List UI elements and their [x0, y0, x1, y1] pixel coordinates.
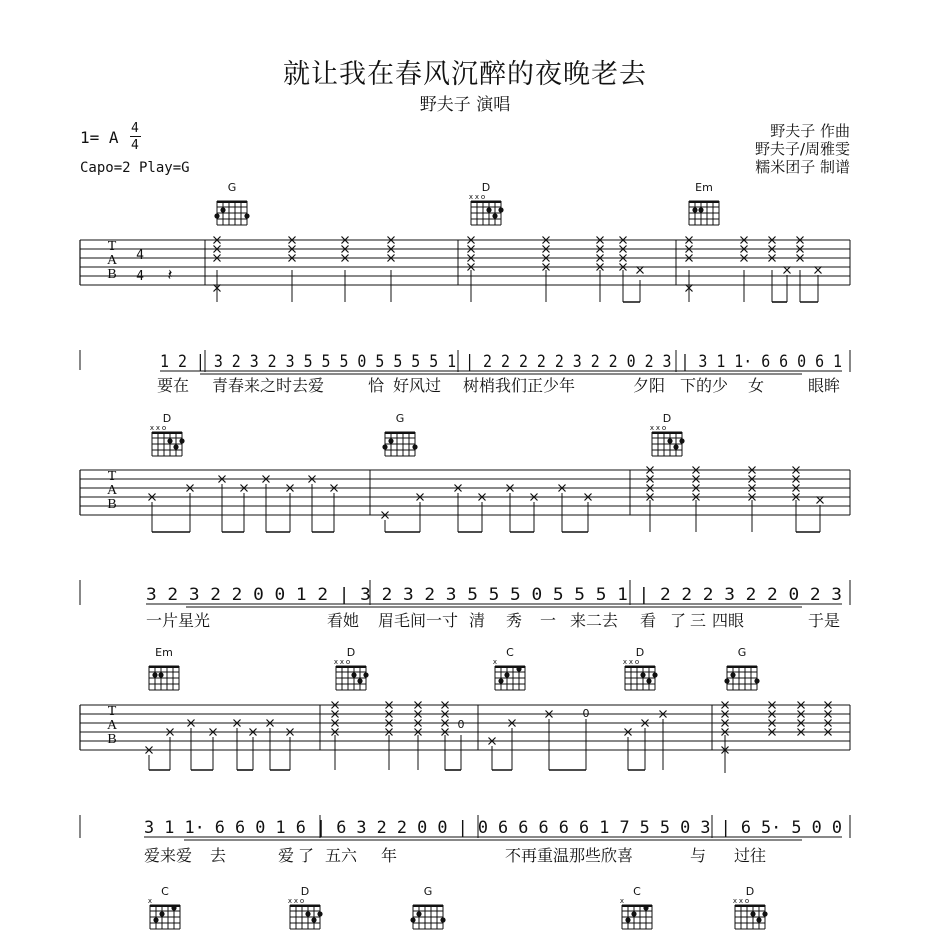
credit-lyricist: 野夫子/周雅雯 [754, 140, 850, 158]
bottom-chord-g [410, 885, 445, 929]
lyric-word: 了 [670, 611, 687, 630]
tab-clef-letter: T [107, 469, 117, 484]
chord-finger-dot [492, 213, 497, 218]
chord-finger-dot [351, 672, 356, 677]
chord-finger-dot [750, 911, 755, 916]
chord-finger-dot [679, 438, 684, 443]
open-mute-marker: o [299, 897, 305, 905]
lyric-word: 好风过 [393, 376, 442, 395]
lyric-word: 了 [298, 846, 315, 865]
lyric-word: 青春来之时去爱 [212, 376, 325, 395]
open-mute-marker: x [628, 658, 634, 666]
open-mute-marker: x [468, 193, 474, 201]
lyric-word: 秀 [506, 611, 523, 630]
chord-diagram-g [214, 181, 249, 225]
lyric-word: 下的少 [680, 376, 729, 395]
chord-name: G [227, 181, 237, 194]
chord-diagram-em [149, 646, 179, 690]
chord-name: D [662, 412, 672, 425]
chord-finger-dot [305, 911, 310, 916]
chord-diagram-d [469, 181, 504, 225]
fret-number: 0 [457, 718, 465, 731]
quarter-rest: 𝄽 [167, 265, 173, 284]
strum-x [815, 267, 822, 274]
chord-finger-dot [692, 207, 697, 212]
chord-name: C [633, 885, 641, 898]
lyric-word: 一 [540, 611, 557, 630]
tab-clef-letter: B [107, 497, 117, 512]
chord-finger-dot [498, 207, 503, 212]
chord-finger-dot [220, 207, 225, 212]
chord-name: G [395, 412, 405, 425]
lyric-word: 过往 [734, 846, 767, 865]
chord-finger-dot [643, 905, 648, 910]
chord-finger-dot [357, 678, 362, 683]
chord-finger-dot [412, 444, 417, 449]
open-mute-marker: o [161, 424, 167, 432]
lyrics-system-3 [144, 846, 766, 865]
bottom-chord-c [620, 885, 652, 929]
chord-finger-dot [382, 444, 387, 449]
open-mute-marker: o [345, 658, 351, 666]
tab-staff-1 [80, 237, 850, 371]
open-mute-marker: x [155, 424, 161, 432]
chord-name: D [300, 885, 310, 898]
tab-staff-2 [80, 467, 850, 533]
lyric-word: 爱 [278, 846, 295, 865]
lyric-word: 年 [381, 846, 398, 865]
chord-finger-dot [673, 444, 678, 449]
numbered-notes: 3 1 1· 6 6 0 1 6 | 6 3 2 2 0 0 | 0 6 6 6 6 6 1 7 5 5 0 3 | 6 5· 5 0 0 [144, 818, 842, 838]
chord-diagram-g [382, 412, 417, 456]
open-mute-marker: x [655, 424, 661, 432]
chord-finger-dot [698, 207, 703, 212]
chord-finger-dot [754, 678, 759, 683]
tab-clef-letter: T [107, 704, 117, 719]
chord-diagram-d [623, 646, 658, 690]
open-mute-marker: x [474, 193, 480, 201]
tab-clef-letter: A [106, 483, 118, 498]
chord-finger-dot [440, 917, 445, 922]
capo-info: Capo=2 Play=G [80, 160, 190, 176]
chord-finger-dot [388, 438, 393, 443]
chord-finger-dot [516, 666, 521, 671]
lyric-word: 不再重温那些欣喜 [505, 846, 634, 865]
open-mute-marker: o [634, 658, 640, 666]
chord-diagram-d [334, 646, 369, 690]
key-signature: 1= A [80, 128, 119, 147]
chord-finger-dot [363, 672, 368, 677]
performer-line: 野夫子 演唱 [419, 95, 511, 115]
tab-clef-letter: B [107, 732, 117, 747]
chord-diagram-em [689, 181, 719, 225]
chord-name: Em [695, 181, 713, 194]
lyric-word: 去 [210, 846, 227, 865]
bottom-chord-c [148, 885, 180, 929]
chord-finger-dot [652, 672, 657, 677]
chord-name: C [506, 646, 514, 659]
strum-x [784, 267, 791, 274]
chord-finger-dot [410, 917, 415, 922]
chord-finger-dot [646, 678, 651, 683]
chord-finger-dot [153, 917, 158, 922]
open-mute-marker: x [649, 424, 655, 432]
lyric-word: 于是 [808, 611, 841, 630]
tab-staff-3 [80, 702, 850, 774]
open-mute-marker: x [492, 658, 498, 666]
lyric-word: 夕阳 [633, 376, 666, 395]
numbered-notes-system-1 [160, 350, 850, 374]
chord-name: C [161, 885, 169, 898]
chord-finger-dot [762, 911, 767, 916]
chord-diagram-d [650, 412, 685, 456]
open-mute-marker: x [333, 658, 339, 666]
chord-diagram-c [493, 646, 525, 690]
chord-finger-dot [640, 672, 645, 677]
chord-name: Em [155, 646, 173, 659]
chord-finger-dot [311, 917, 316, 922]
credit-composer: 野夫子 作曲 [770, 122, 850, 140]
chord-finger-dot [631, 911, 636, 916]
numbered-notes: 1 2 | 3 2 3 2 3 5 5 5 0 5 5 5 5 1 | 2 2 2 2 2 3 2 2 0 2 3 | 3 1 1· 6 6 0 6 1 [160, 352, 842, 372]
chord-name: D [481, 181, 491, 194]
tab-time-bottom: 4 [136, 269, 144, 284]
chord-finger-dot [159, 911, 164, 916]
open-mute-marker: x [293, 897, 299, 905]
lyric-word: 看 [640, 611, 657, 630]
lyric-word: 看她 [327, 611, 360, 630]
chord-name: D [635, 646, 645, 659]
numbered-notes-system-2 [80, 580, 850, 607]
open-mute-marker: x [622, 658, 628, 666]
chord-diagram-g [724, 646, 759, 690]
lyric-word: 恰 [368, 376, 385, 395]
chord-name: G [737, 646, 747, 659]
lyric-word: 要在 [157, 376, 190, 395]
chord-finger-dot [179, 438, 184, 443]
chord-finger-dot [667, 438, 672, 443]
chord-finger-dot [625, 917, 630, 922]
lyric-word: 爱来爱 [144, 846, 193, 865]
lyric-word: 五六 [325, 846, 358, 865]
chord-finger-dot [171, 905, 176, 910]
chord-name: G [423, 885, 433, 898]
tab-clef-letter: T [107, 239, 117, 254]
numbered-notes: 3 2 3 2 2 0 0 1 2 | 3 2 3 2 3 5 5 5 0 5 5 5 1 | 2 2 2 3 2 2 0 2 3 [146, 585, 842, 605]
bottom-chord-d [733, 885, 768, 929]
chord-finger-dot [416, 911, 421, 916]
open-mute-marker: o [480, 193, 486, 201]
chord-name: D [745, 885, 755, 898]
lyric-word: 女 [748, 376, 765, 395]
song-title: 就让我在春风沉醉的夜晚老去 [283, 59, 647, 90]
lyric-word: 眼眸 [808, 376, 841, 395]
lyric-word: 一片星光 [146, 611, 211, 630]
lyrics-system-2 [146, 611, 840, 630]
numbered-notes-system-3 [80, 815, 850, 840]
open-mute-marker: x [287, 897, 293, 905]
tab-clef-letter: A [106, 253, 118, 268]
chord-name: D [346, 646, 356, 659]
chord-finger-dot [504, 672, 509, 677]
lyric-word: 清 [469, 611, 486, 630]
tab-clef-letter: A [106, 718, 118, 733]
chord-finger-dot [730, 672, 735, 677]
bottom-chord-d [288, 885, 323, 929]
time-signature-bottom: 4 [131, 138, 139, 153]
chord-finger-dot [244, 213, 249, 218]
chord-finger-dot [158, 672, 163, 677]
time-signature-top: 4 [131, 121, 139, 136]
chord-name: D [162, 412, 172, 425]
open-mute-marker: o [744, 897, 750, 905]
lyric-word: 与 [690, 846, 707, 865]
lyric-word: 三 [690, 611, 707, 630]
tab-clef-letter: B [107, 267, 117, 282]
open-mute-marker: x [619, 897, 625, 905]
open-mute-marker: o [661, 424, 667, 432]
chord-finger-dot [498, 678, 503, 683]
fret-number: 0 [582, 707, 590, 720]
lyrics-system-1 [157, 376, 841, 395]
chord-finger-dot [173, 444, 178, 449]
open-mute-marker: x [738, 897, 744, 905]
credit-transcriber: 糯米团子 制谱 [755, 158, 850, 176]
chord-finger-dot [317, 911, 322, 916]
open-mute-marker: x [149, 424, 155, 432]
chord-finger-dot [486, 207, 491, 212]
chord-finger-dot [756, 917, 761, 922]
chord-finger-dot [724, 678, 729, 683]
lyric-word: 眉毛间一寸 [378, 611, 459, 630]
chord-finger-dot [214, 213, 219, 218]
lyric-word: 四眼 [712, 611, 745, 630]
strum-x [817, 497, 824, 504]
chord-finger-dot [167, 438, 172, 443]
lyric-word: 来二去 [570, 611, 619, 630]
open-mute-marker: x [339, 658, 345, 666]
open-mute-marker: x [147, 897, 153, 905]
chord-diagram-d [150, 412, 185, 456]
lyric-word: 树梢我们正少年 [463, 376, 576, 395]
open-mute-marker: x [732, 897, 738, 905]
tab-time-top: 4 [136, 248, 144, 263]
chord-finger-dot [152, 672, 157, 677]
strum-x [637, 267, 644, 274]
